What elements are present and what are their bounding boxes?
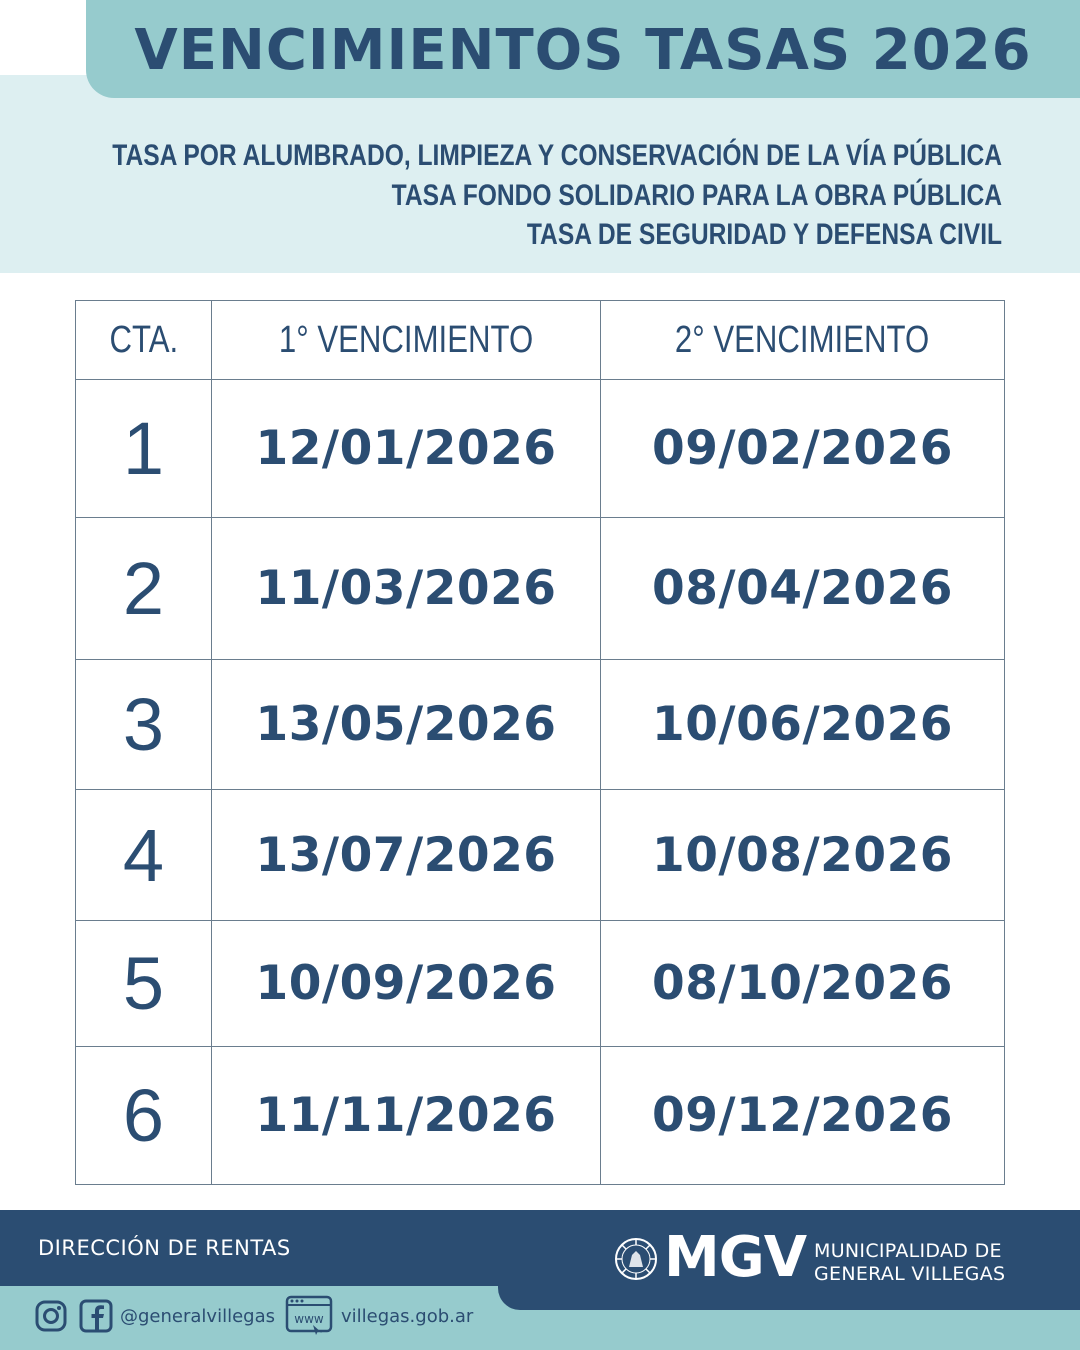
municipality-name-line1: MUNICIPALIDAD DE [814,1240,1002,1262]
first-due-date: 12/01/2026 [212,380,601,517]
www-label: www [294,1312,324,1326]
facebook-icon[interactable] [78,1299,114,1333]
second-due-date: 09/02/2026 [652,421,953,476]
mgv-logo: MGV [664,1225,807,1290]
first-due-date: 10/09/2026 [212,921,601,1046]
cta-number: 2 [76,518,212,659]
website-link[interactable]: villegas.gob.ar [340,1305,474,1327]
table-row [76,518,1004,660]
second-due-date: 08/10/2026 [652,956,953,1011]
cta-number: 6 [76,1047,212,1184]
tax-name-civil-defense: TASA DE SEGURIDAD Y DEFENSA CIVIL [526,218,1002,251]
table-row [76,790,1004,921]
table-row [76,921,1004,1047]
tax-list [0,136,1002,255]
title-banner [86,0,1080,98]
table-row [76,660,1004,790]
municipality-name [814,1240,1005,1286]
due-dates-table [75,300,1005,1185]
first-due-date: 13/07/2026 [212,790,601,920]
social-handle[interactable]: @generalvillegas [120,1305,275,1327]
instagram-icon[interactable] [34,1299,68,1333]
social-links [34,1296,473,1336]
tax-name-lighting: TASA POR ALUMBRADO, LIMPIEZA Y CONSERVACIÓN DE LA VÍA PÚBLICA [112,139,1002,172]
second-due-date: 09/12/2026 [652,1088,953,1143]
cta-number: 5 [76,921,212,1046]
column-header-second-due: 2° VENCIMIENTO [675,318,930,361]
municipality-name-line2: GENERAL VILLEGAS [814,1263,1006,1285]
second-due-date: 08/04/2026 [652,561,953,616]
table-row [76,1047,1004,1184]
web-browser-icon [285,1295,333,1337]
first-due-date: 11/03/2026 [212,518,601,659]
second-due-date: 10/06/2026 [652,697,953,752]
municipal-seal-icon [614,1237,658,1281]
cta-number: 1 [76,380,212,517]
table-header-row [76,301,1004,380]
page-title: VENCIMIENTOS TASAS 2026 [134,18,1032,83]
first-due-date: 13/05/2026 [212,660,601,789]
first-due-date: 11/11/2026 [212,1047,601,1184]
cta-number: 3 [76,660,212,789]
table-row [76,380,1004,518]
department-name: DIRECCIÓN DE RENTAS [38,1236,291,1260]
second-due-date: 10/08/2026 [652,827,953,883]
column-header-first-due: 1° VENCIMIENTO [212,301,601,379]
tax-name-public-works: TASA FONDO SOLIDARIO PARA LA OBRA PÚBLICA [391,178,1002,212]
column-header-cta: CTA. [76,301,212,379]
cta-number: 4 [76,790,212,920]
